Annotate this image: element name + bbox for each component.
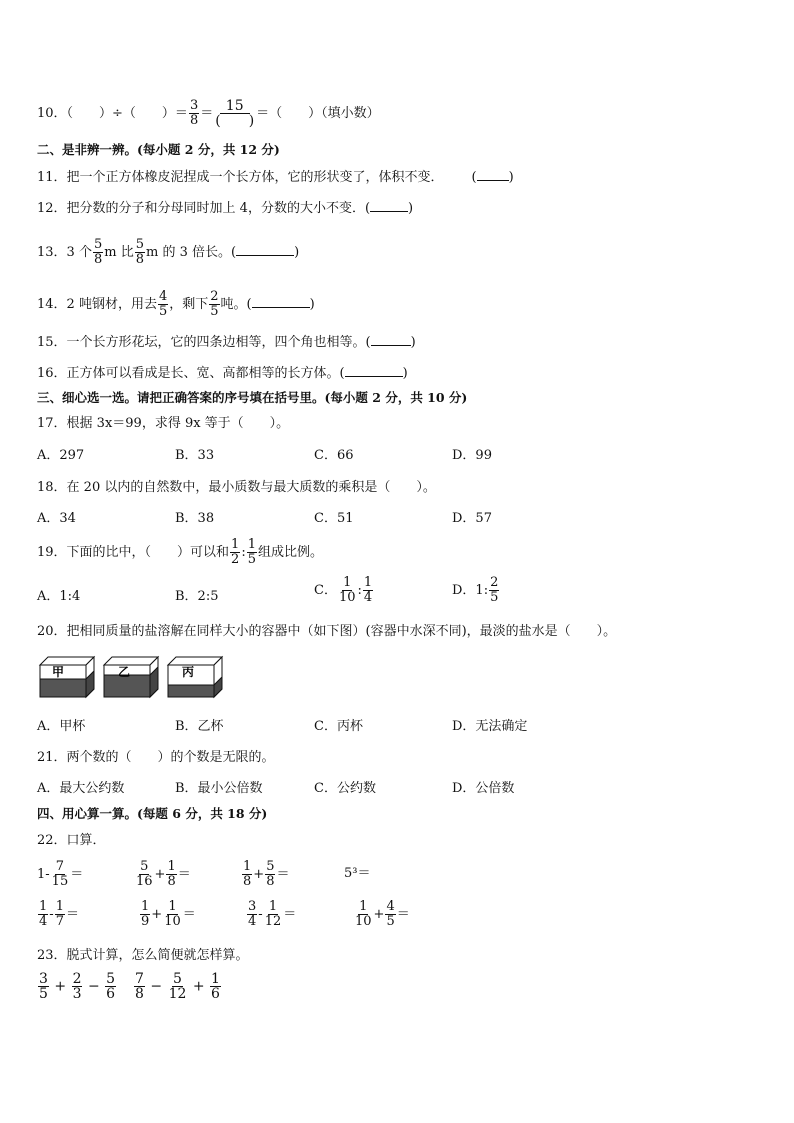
fraction: $\frac{7}{15}$ bbox=[51, 859, 69, 889]
fraction: $\frac{1}{4}$ bbox=[363, 575, 373, 605]
oral-calc-item: $\frac{1}{9}$ + $\frac{1}{10}$ ＝ bbox=[141, 899, 196, 929]
option-b[interactable]: B．最小公倍数 bbox=[175, 781, 263, 796]
fraction: $\frac{5}{16}$ bbox=[136, 859, 153, 889]
fraction: $\frac{3}{5}$ bbox=[39, 971, 48, 1002]
calc-expression: $\frac{3}{5}$ + $\frac{2}{3}$ − $\frac{5}{6}$ bbox=[39, 971, 116, 1002]
fraction: $\frac{1}{6}$ bbox=[211, 971, 220, 1002]
oral-calc-item: $\frac{5}{16}$ + $\frac{1}{8}$ ＝ bbox=[136, 859, 191, 889]
question-23: 23．脱式计算，怎么简便就怎样算。 bbox=[37, 948, 249, 963]
question-12: 12．把分数的分子和分母同时加上 4，分数的大小不变．( ) bbox=[37, 201, 414, 216]
answer-blank[interactable] bbox=[371, 333, 411, 346]
cup-bing bbox=[168, 657, 222, 697]
question-18: 18．在 20 以内的自然数中，最小质数与最大质数的乘积是（ ）。 bbox=[37, 480, 436, 495]
fraction: $\frac{1}{7}$ bbox=[55, 899, 64, 929]
question-17: 17．根据 3x＝99，求得 9x 等于（ ）。 bbox=[37, 416, 290, 431]
question-15: 15．一个长方形花坛，它的四条边相等，四个角也相等。( ) bbox=[37, 335, 416, 350]
fraction: $\frac{1}{8}$ bbox=[167, 859, 176, 889]
fraction: $\frac{1}{5}$ bbox=[247, 537, 256, 567]
fraction: $\frac{1}{8}$ bbox=[243, 859, 252, 889]
oral-calc-item: 5³＝ bbox=[344, 866, 371, 881]
oral-calc-item: $\frac{1}{8}$ + $\frac{5}{8}$ ＝ bbox=[243, 859, 290, 889]
option-a[interactable]: A．34 bbox=[37, 511, 76, 526]
fraction: $\frac{7}{8}$ bbox=[135, 971, 144, 1002]
question-13: 13．3 个 $\frac{5}{8}$ m 比 $\frac{5}{8}$ m 的 3 倍长。( ) bbox=[37, 237, 300, 267]
cup-label: 乙 bbox=[118, 665, 131, 679]
option-b[interactable]: B．33 bbox=[175, 448, 215, 463]
option-c[interactable]: C．66 bbox=[314, 448, 354, 463]
option-a[interactable]: A．297 bbox=[37, 448, 85, 463]
fraction: $\frac{1}{12}$ bbox=[264, 899, 282, 929]
option-d[interactable]: D．公倍数 bbox=[452, 781, 515, 796]
cup-label: 甲 bbox=[52, 665, 65, 679]
cup-label: 丙 bbox=[182, 665, 195, 679]
option-d[interactable]: D．无法确定 bbox=[452, 719, 528, 734]
fraction: $\frac{4}{5}$ bbox=[158, 289, 168, 319]
question-14: 14．2 吨钢材，用去 $\frac{4}{5}$ ，剩下 $\frac{2}{5}$ 吨。( ) bbox=[37, 289, 315, 319]
fraction: $\frac{2}{5}$ bbox=[490, 575, 499, 605]
option-c[interactable]: C．丙杯 bbox=[314, 719, 363, 734]
fraction: $\frac{5}{8}$ bbox=[93, 237, 103, 267]
option-b[interactable]: B．乙杯 bbox=[175, 719, 224, 734]
option-d[interactable]: D．57 bbox=[452, 511, 492, 526]
option-d[interactable]: D．1: $\frac{2}{5}$ bbox=[452, 575, 499, 605]
question-20: 20．把相同质量的盐溶解在同样大小的容器中（如下图）(容器中水深不同)，最淡的盐水是（ ）。 bbox=[37, 624, 617, 639]
containers-figure bbox=[38, 655, 228, 703]
fraction: $\frac{1}{10}$ bbox=[164, 899, 181, 929]
question-19: 19．下面的比中，（ ）可以和 $\frac{1}{2}$ : $\frac{1}{5}$ 组成比例。 bbox=[37, 537, 324, 567]
fraction: $\frac{5}{12}$ bbox=[168, 971, 187, 1002]
fraction: $\frac{2}{3}$ bbox=[72, 971, 82, 1002]
answer-blank[interactable] bbox=[252, 295, 310, 308]
oral-calc-item: $\frac{1}{10}$ + $\frac{4}{5}$ ＝ bbox=[355, 899, 410, 929]
option-b[interactable]: B．38 bbox=[175, 511, 215, 526]
question-21: 21．两个数的（ ）的个数是无限的。 bbox=[37, 750, 275, 765]
fraction: $\frac{15}{( )}$ bbox=[215, 98, 255, 129]
question-11: 11．把一个正方体橡皮泥捏成一个长方体，它的形状变了，体积不变． ( ) bbox=[37, 170, 514, 185]
section-3-heading: 三、细心选一选。请把正确答案的序号填在括号里。(每小题 2 分，共 10 分) bbox=[37, 390, 468, 405]
question-22: 22．口算． bbox=[37, 833, 106, 848]
fraction: $\frac{1}{4}$ bbox=[39, 899, 48, 929]
fraction: $\frac{4}{5}$ bbox=[386, 899, 395, 929]
fraction: $\frac{2}{5}$ bbox=[210, 289, 219, 319]
fraction: $\frac{1}{10}$ bbox=[338, 575, 356, 605]
fraction: $\frac{1}{2}$ bbox=[231, 537, 240, 567]
oral-calc-item: $\frac{3}{4}$ - $\frac{1}{12}$ ＝ bbox=[248, 899, 297, 929]
option-c[interactable]: C．51 bbox=[314, 511, 354, 526]
fraction: $\frac{5}{8}$ bbox=[135, 237, 144, 267]
calc-expression: $\frac{7}{8}$ − $\frac{5}{12}$ + $\frac{1}{6}$ bbox=[135, 971, 220, 1002]
section-2-heading: 二、是非辨一辨。(每小题 2 分，共 12 分) bbox=[37, 142, 280, 157]
fraction: $\frac{3}{8}$ bbox=[189, 98, 199, 128]
question-10: 10．（ ）÷（ ）＝ $\frac{3}{8}$ ＝ $\frac{15}{( )}$ ＝（ ）（填小数） bbox=[37, 98, 380, 129]
oral-calc-item: 1- $\frac{7}{15}$ ＝ bbox=[37, 859, 84, 889]
fraction: $\frac{5}{6}$ bbox=[106, 971, 116, 1002]
answer-blank[interactable] bbox=[477, 168, 509, 181]
question-16: 16．正方体可以看成是长、宽、高都相等的长方体。( ) bbox=[37, 366, 408, 381]
option-a[interactable]: A．最大公约数 bbox=[37, 781, 125, 796]
option-d[interactable]: D．99 bbox=[452, 448, 492, 463]
cup-yi bbox=[104, 657, 158, 697]
answer-blank[interactable] bbox=[236, 243, 294, 256]
fraction: $\frac{1}{10}$ bbox=[355, 899, 372, 929]
section-4-heading: 四、用心算一算。(每题 6 分，共 18 分) bbox=[37, 806, 268, 821]
fraction: $\frac{3}{4}$ bbox=[248, 899, 257, 929]
oral-calc-item: $\frac{1}{4}$ - $\frac{1}{7}$ ＝ bbox=[39, 899, 79, 929]
option-c[interactable]: C．公约数 bbox=[314, 781, 376, 796]
option-b[interactable]: B．2:5 bbox=[175, 589, 219, 604]
answer-blank[interactable] bbox=[370, 199, 408, 212]
answer-blank[interactable] bbox=[345, 364, 403, 377]
cup-jia bbox=[40, 657, 94, 697]
option-a[interactable]: A．1:4 bbox=[37, 589, 81, 604]
option-a[interactable]: A．甲杯 bbox=[37, 719, 86, 734]
fraction: $\frac{1}{9}$ bbox=[141, 899, 150, 929]
option-c[interactable]: C． $\frac{1}{10}$ : $\frac{1}{4}$ bbox=[314, 575, 373, 605]
fraction: $\frac{5}{8}$ bbox=[266, 859, 275, 889]
